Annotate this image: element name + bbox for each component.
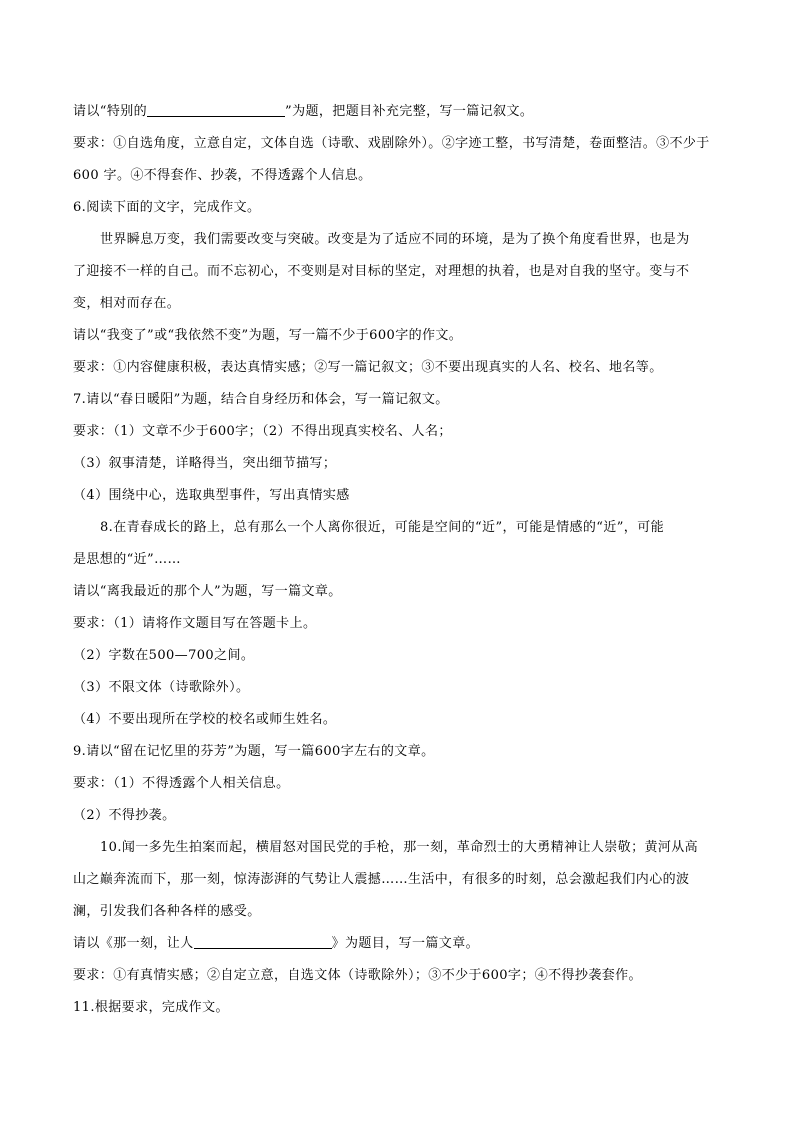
question-6-prompt: 请以“我变了”或“我依然不变”为题，写一篇不少于600字的作文。 (73, 328, 463, 343)
question-6-passage-end: 变，相对而存在。 (73, 296, 181, 311)
document-body (73, 96, 721, 1024)
question-8-requirement-4: （4）不要出现所在学校的校名或师生姓名。 (73, 712, 337, 727)
question-9-requirement-1: 要求：（1）不得透露个人相关信息。 (73, 776, 290, 791)
question-6-passage-cont: 了迎接不一样的自己。而不忘初心，不变则是对目标的坚定，对理想的执着，也是对自我的坚守。变与不 (73, 264, 690, 279)
question-8-passage-cont: 是思想的“近”…… (73, 552, 181, 567)
question-9-heading: 9.请以“留在记忆里的芬芳”为题，写一篇600字左右的文章。 (73, 744, 435, 759)
text-segment: 请以《那一刻，让人 (73, 936, 194, 951)
prompt-5-title-line (73, 96, 721, 128)
fill-in-blank (147, 102, 285, 117)
question-10-passage-end: 澜，引发我们各种各样的感受。 (73, 904, 261, 919)
question-7-requirement: 要求：（1）文章不少于600字；（2）不得出现真实校名、人名； (73, 424, 452, 439)
text-segment: 》为题目，写一篇文章。 (331, 936, 480, 951)
text-segment: 请以“特别的 (73, 104, 148, 119)
question-11-heading: 11.根据要求，完成作文。 (73, 1000, 229, 1015)
question-10-passage: 10.闻一多先生拍案而起，横眉怒对国民党的手枪，那一刻，革命烈士的大勇精神让人崇敬；黄河从高 (100, 840, 699, 855)
question-9-requirement-2: （2）不得抄袭。 (73, 808, 176, 823)
question-6-requirement: 要求：①内容健康积极，表达真情实感；②写一篇记叙文；③不要出现真实的人名、校名、地名等。 (73, 360, 663, 375)
question-10-prompt (73, 928, 721, 960)
question-8-prompt: 请以“离我最近的那个人”为题，写一篇文章。 (73, 584, 342, 599)
question-7-heading: 7.请以“春日暖阳”为题，结合自身经历和体会，写一篇记叙文。 (73, 392, 449, 407)
question-6-passage: 世界瞬息万变，我们需要改变与突破。改变是为了适应不同的环境，是为了换个角度看世界，也是为 (100, 232, 690, 247)
question-10-requirement: 要求：①有真情实感；②自定立意，自选文体（诗歌除外）；③不少于600字；④不得抄袭套作。 (73, 968, 642, 983)
question-10-passage-cont: 山之巅奔流而下，那一刻，惊涛澎湃的气势让人震撼……生活中，有很多的时刻，总会激起我们内心的波 (73, 872, 690, 887)
question-8-requirement-3: （3）不限文体（诗歌除外）。 (73, 680, 250, 695)
prompt-5-requirement: 要求：①自选角度，立意自定，文体自选（诗歌、戏剧除外）。②字迹工整，书写清楚，卷面整洁。③不少于 (73, 136, 710, 151)
fill-in-blank (194, 934, 332, 949)
text-segment: ”为题，把题目补充完整，写一篇记叙文。 (285, 104, 534, 119)
question-7-requirement-4: （4）围绕中心，选取典型事件，写出真情实感 (73, 488, 350, 503)
prompt-5-requirement-cont: 600 字。④不得套作、抄袭，不得透露个人信息。 (73, 168, 372, 183)
question-6-heading: 6.阅读下面的文字，完成作文。 (73, 200, 261, 215)
question-7-requirement-3: （3）叙事清楚，详略得当，突出细节描写； (73, 456, 337, 471)
question-8-passage: 8.在青春成长的路上，总有那么一个人离你很近，可能是空间的“近”，可能是情感的“近”，可能 (100, 520, 664, 535)
question-8-requirement-2: （2）字数在500—700之间。 (73, 648, 255, 663)
question-8-requirement-1: 要求：（1）请将作文题目写在答题卡上。 (73, 616, 317, 631)
